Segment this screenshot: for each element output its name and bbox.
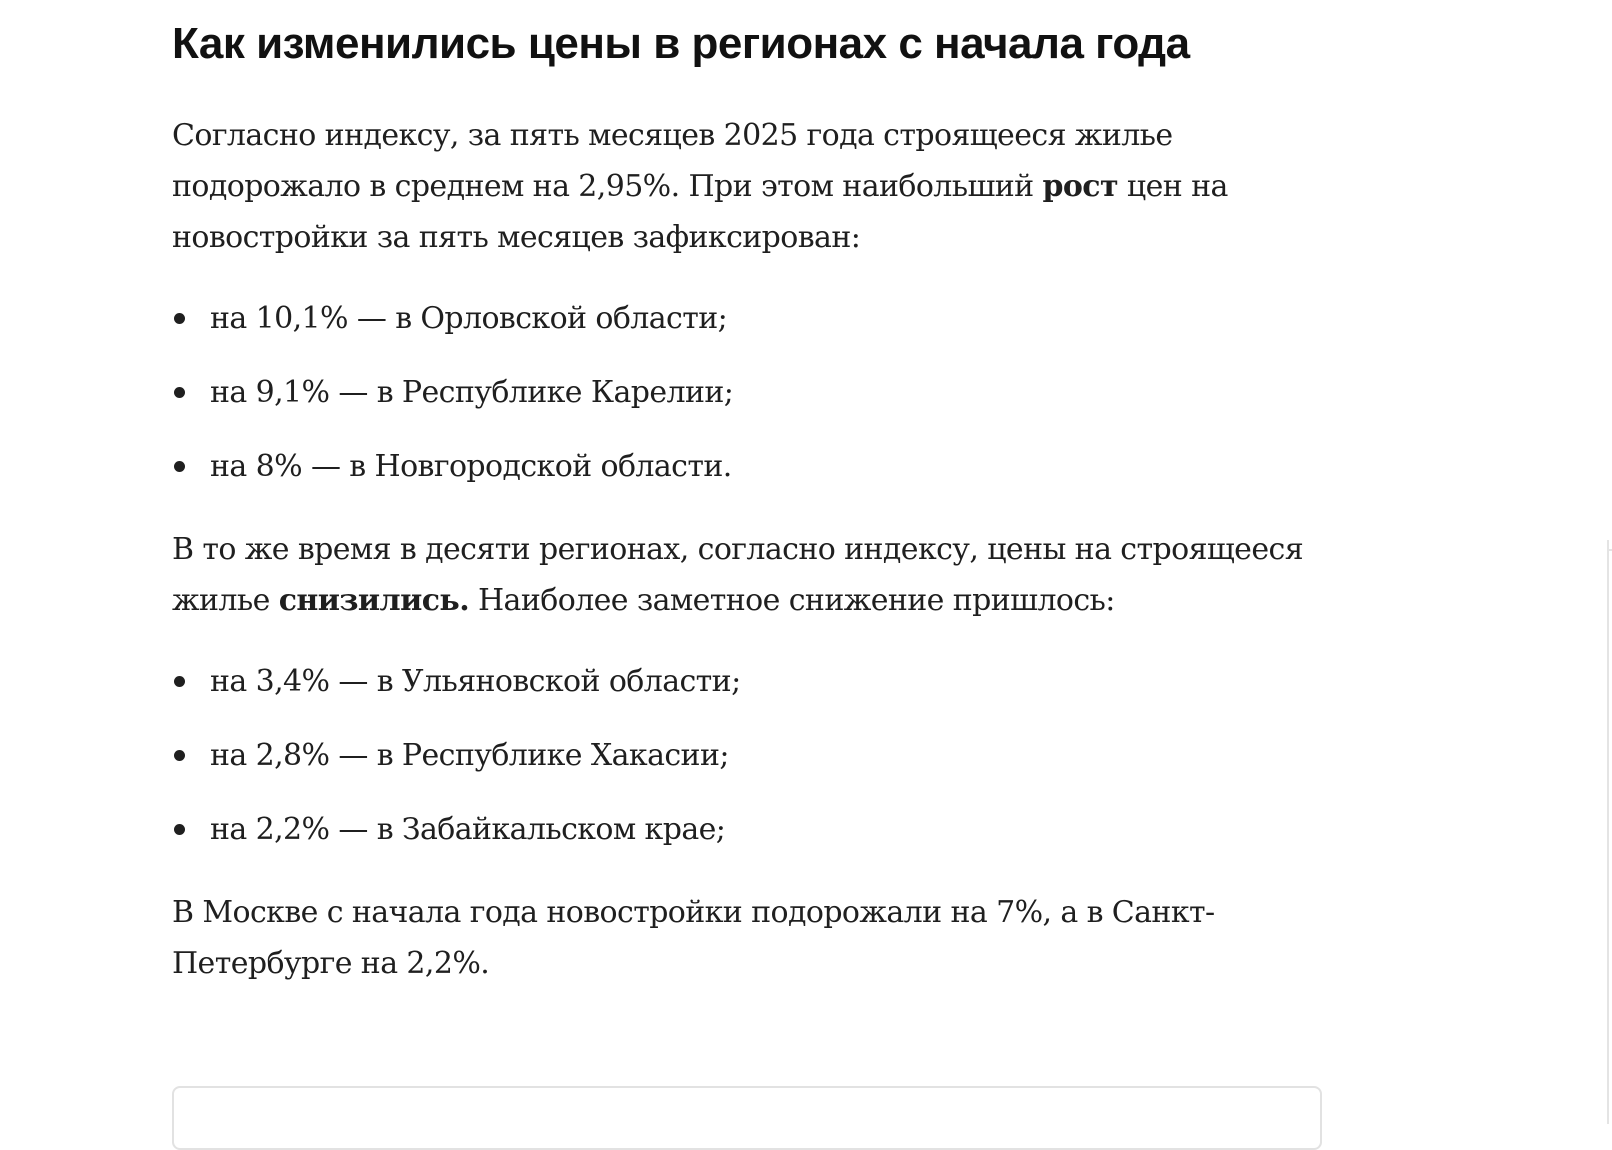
bold-text: снизились. <box>278 583 470 618</box>
list-item-text: на 2,2% — в Забайкальском крае; <box>210 812 726 847</box>
sidebar-divider <box>1607 540 1609 1124</box>
bullet-icon <box>174 387 185 398</box>
growth-list <box>172 293 1322 492</box>
list-item-text: на 10,1% — в Орловской области; <box>210 301 728 336</box>
paragraph-growth-intro <box>172 110 1322 263</box>
list-item-text: на 3,4% — в Ульяновской области; <box>210 664 741 699</box>
bullet-icon <box>174 824 185 835</box>
text: цен на новостройки за пять месяцев зафиксирован: <box>172 169 1228 255</box>
list-item <box>172 293 1322 344</box>
paragraph-decline-intro <box>172 524 1322 626</box>
list-item <box>172 441 1322 492</box>
list-item-text: на 2,8% — в Республике Хакасии; <box>210 738 729 773</box>
list-item <box>172 367 1322 418</box>
bold-text: рост <box>1042 169 1118 204</box>
list-item-text: на 9,1% — в Республике Карелии; <box>210 375 734 410</box>
embedded-card <box>172 1086 1322 1150</box>
list-item <box>172 730 1322 781</box>
bullet-icon <box>174 313 185 324</box>
list-item <box>172 804 1322 855</box>
list-item-text: на 8% — в Новгородской области. <box>210 449 732 484</box>
section-heading: Как изменились цены в регионах с начала года <box>172 19 1190 68</box>
text: Согласно индексу, за пять месяцев 2025 года строящееся жилье подорожало в среднем на 2,95%. При этом наибольший <box>172 118 1173 204</box>
paragraph-moscow-spb: В Москве с начала года новостройки подорожали на 7%, а в Санкт-Петербурге на 2,2%. <box>172 895 1215 981</box>
bullet-icon <box>174 750 185 761</box>
bullet-icon <box>174 461 185 472</box>
list-item <box>172 656 1322 707</box>
article-section <box>172 14 1322 1019</box>
text: Наиболее заметное снижение пришлось: <box>469 583 1115 618</box>
decline-list <box>172 656 1322 855</box>
text: В то же время в десяти регионах, согласно индексу, цены на строящееся жилье <box>172 532 1304 618</box>
bullet-icon <box>174 676 185 687</box>
